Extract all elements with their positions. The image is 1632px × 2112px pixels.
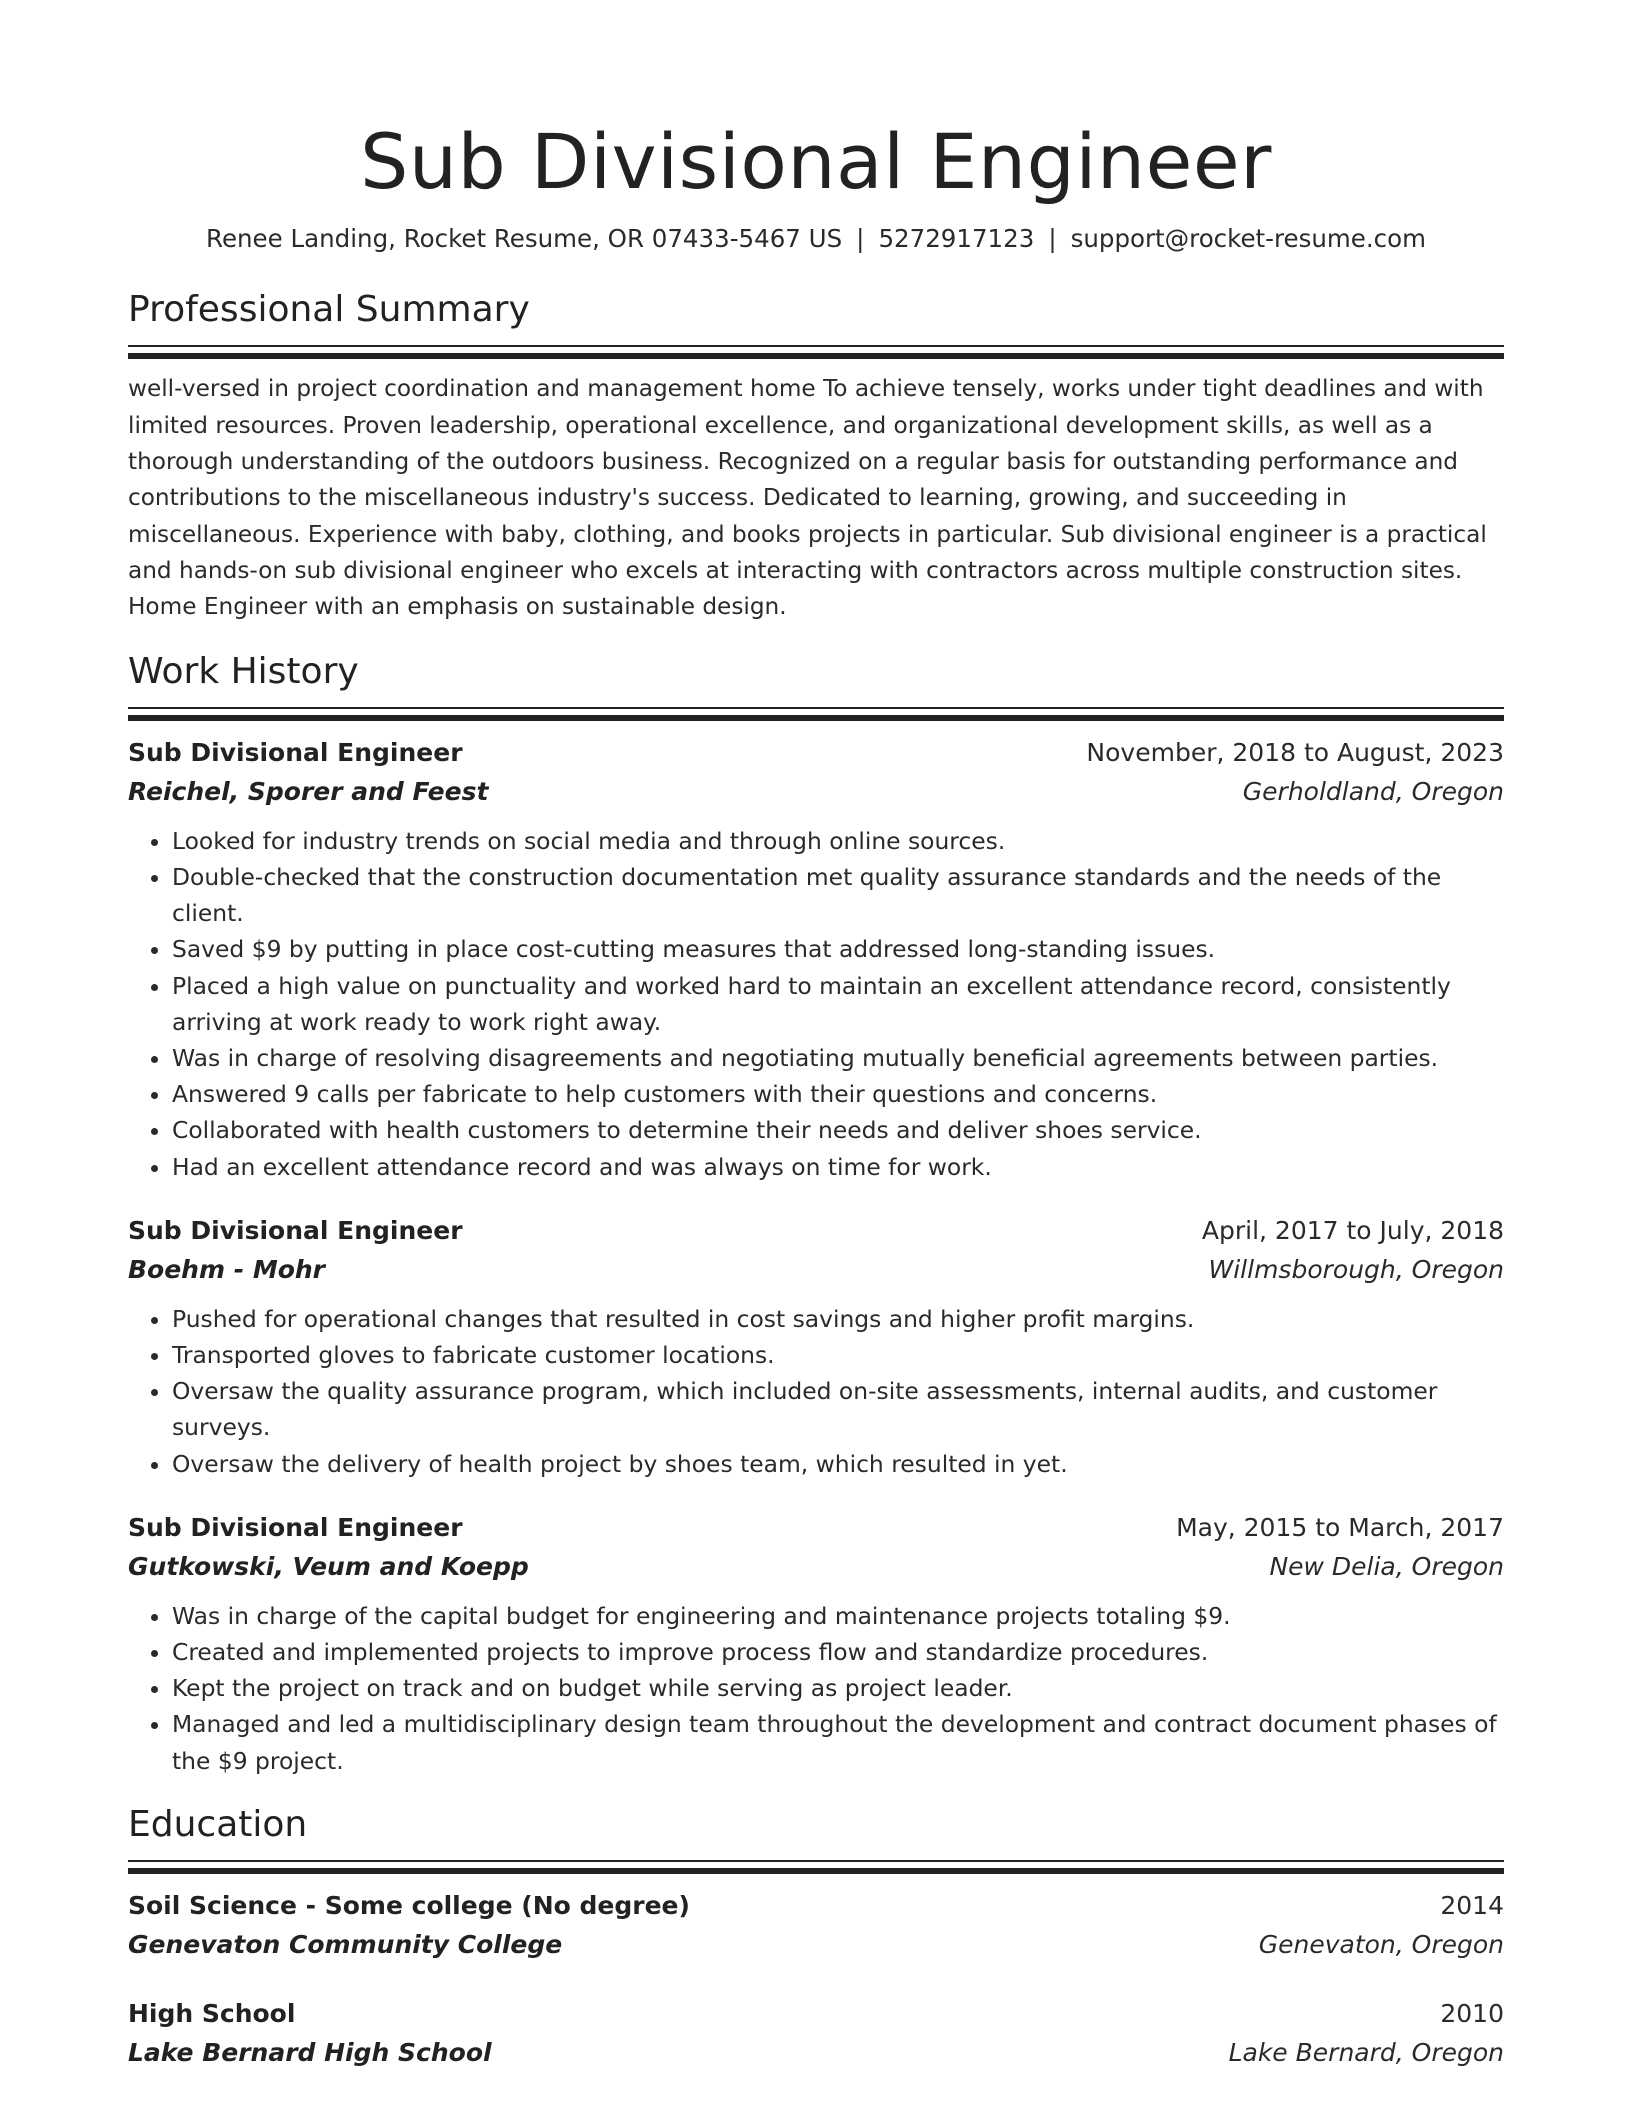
job-subheader [128,1250,1504,1289]
job-bullet: • Was in charge of the capital budget for engineering and maintenance projects totaling $9. [172,1598,1504,1634]
job-dates: April, 2017 to July, 2018 [1201,1215,1504,1245]
education-header [128,1994,1504,2033]
contact-phone: 5272917123 [878,224,1035,254]
job-bullet: • Oversaw the delivery of health project by shoes team, which resulted in yet. [172,1446,1504,1482]
summary-section [128,288,1504,625]
education-entry [128,1994,1504,2072]
job-bullet: • Oversaw the quality assurance program, which included on-site assessments, internal audits, and customer surveys. [172,1373,1504,1445]
education-degree: High School [128,1998,296,2028]
education-section [128,1803,1504,2072]
contact-separator: | [1048,224,1057,254]
section-divider [128,707,1504,719]
contact-line [128,223,1504,255]
job-title: Sub Divisional Engineer [128,737,463,767]
job-bullet: • Had an excellent attendance record and was always on time for work. [172,1149,1504,1185]
job-bullet: • Double-checked that the construction documentation met quality assurance standards and the needs of the client. [172,859,1504,931]
job-header [128,733,1504,772]
job-bullet: • Answered 9 calls per fabricate to help customers with their questions and concerns. [172,1076,1504,1112]
education-year: 2014 [1440,1890,1504,1920]
job-bullet: • Transported gloves to fabricate customer locations. [172,1337,1504,1373]
job-company: Gutkowski, Veum and Koepp [128,1551,529,1581]
job-entry [128,1211,1504,1482]
education-header [128,1886,1504,1925]
education-location: Genevaton, Oregon [1258,1929,1504,1959]
job-entry [128,1508,1504,1779]
section-heading-education: Education [128,1803,308,1845]
resume-title: Sub Divisional Engineer [360,117,1272,206]
job-bullets [128,1598,1504,1779]
job-subheader [128,1547,1504,1586]
summary-text: well-versed in project coordination and management home To achieve tensely, works under tight deadlines and with limited resources. Proven leadership, operational excellence, and organizational development skills, as well as a thorough understanding of the outdoors business. Recognized on a regular basis for outstanding performance and contributions to the miscellaneous industry's success. Dedicated to learning, growing, and succeeding in miscellaneous. Experience with baby, clothing, and books projects in particular. Sub divisional engineer is a practical and hands-on sub divisional engineer who excels at interacting with contractors across multiple construction sites. Home Engineer with an emphasis on sustainable design. [128,375,1487,621]
job-dates: May, 2015 to March, 2017 [1176,1512,1504,1542]
section-divider [128,345,1504,357]
contact-separator: | [856,224,865,254]
job-bullet: • Was in charge of resolving disagreements and negotiating mutually beneficial agreements between parties. [172,1040,1504,1076]
job-bullet: • Created and implemented projects to improve process flow and standardize procedures. [172,1634,1504,1670]
job-company: Reichel, Sporer and Feest [128,776,489,806]
section-divider [128,1860,1504,1872]
resume-page [128,0,1504,2072]
job-bullet: • Saved $9 by putting in place cost-cutting measures that addressed long-standing issues. [172,931,1504,967]
job-location: New Delia, Oregon [1269,1551,1504,1581]
job-location: Willmsborough, Oregon [1208,1254,1504,1284]
job-bullets [128,823,1504,1185]
work-section [128,650,1504,1779]
section-heading-work: Work History [128,650,359,692]
job-header [128,1211,1504,1250]
job-title: Sub Divisional Engineer [128,1512,463,1542]
education-subheader [128,2033,1504,2072]
job-bullet: • Collaborated with health customers to determine their needs and deliver shoes service. [172,1112,1504,1148]
contact-email: support@rocket-resume.com [1070,224,1426,254]
job-dates: November, 2018 to August, 2023 [1086,737,1504,767]
job-bullet: • Placed a high value on punctuality and worked hard to maintain an excellent attendance record, consistently arriving at work ready to work right away. [172,968,1504,1040]
education-school: Genevaton Community College [128,1929,563,1959]
contact-address: Renee Landing, Rocket Resume, OR 07433-5467 US [206,224,843,254]
job-bullet: • Pushed for operational changes that resulted in cost savings and higher profit margins. [172,1301,1504,1337]
job-bullet: • Looked for industry trends on social media and through online sources. [172,823,1504,859]
education-entry [128,1886,1504,1964]
section-heading-summary: Professional Summary [128,289,530,331]
job-subheader [128,772,1504,811]
education-year: 2010 [1440,1998,1504,2028]
education-school: Lake Bernard High School [128,2037,492,2067]
education-degree: Soil Science - Some college (No degree) [128,1890,690,1920]
job-header [128,1508,1504,1547]
job-bullet: • Kept the project on track and on budget while serving as project leader. [172,1670,1504,1706]
education-subheader [128,1925,1504,1964]
job-location: Gerholdland, Oregon [1242,776,1504,806]
job-company: Boehm - Mohr [128,1254,325,1284]
job-entry [128,733,1504,1185]
education-location: Lake Bernard, Oregon [1228,2037,1504,2067]
job-bullets [128,1301,1504,1482]
job-bullet: • Managed and led a multidisciplinary design team throughout the development and contract document phases of the $9 project. [172,1706,1504,1778]
job-title: Sub Divisional Engineer [128,1215,463,1245]
